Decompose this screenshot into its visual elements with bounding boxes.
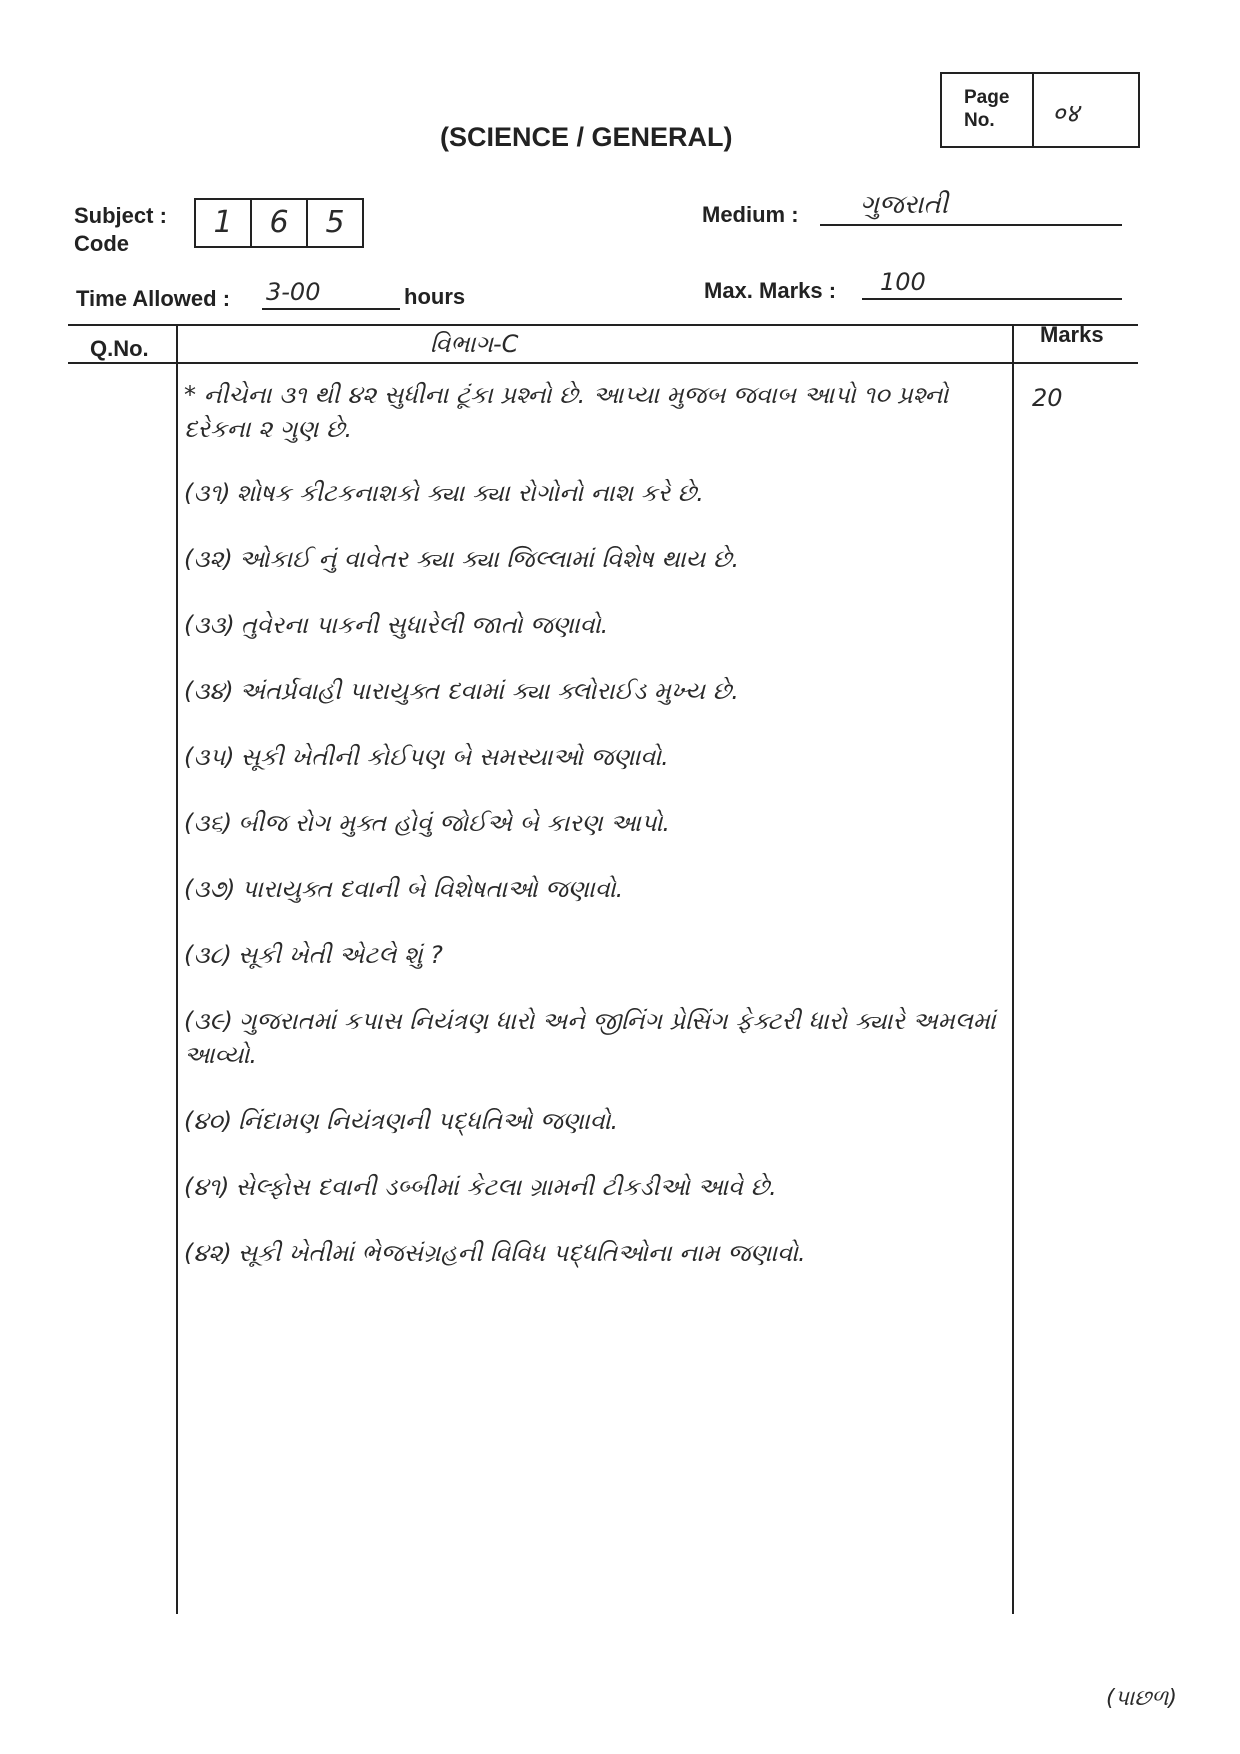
subject-code-digit: 5	[306, 200, 362, 246]
question-text: સૂકી ખેતી એટલે શું ?	[237, 941, 443, 969]
question-item	[184, 740, 1008, 774]
question-item	[184, 1170, 1008, 1204]
subject-code-boxes	[194, 198, 364, 248]
exam-title: (SCIENCE / GENERAL)	[440, 122, 733, 152]
question-number: (૩૩)	[184, 611, 235, 639]
question-number: (૩૬)	[184, 809, 233, 837]
question-number: (૩૪)	[184, 677, 234, 705]
medium-underline	[820, 224, 1122, 226]
question-text: સૂકી ખેતીની કોઈપણ બે સમસ્યાઓ જણાવો.	[240, 743, 669, 771]
max-marks-label: Max. Marks :	[704, 278, 837, 303]
question-number: (૪૨)	[184, 1239, 232, 1267]
page-number-box	[940, 72, 1140, 148]
time-allowed-unit: hours	[404, 284, 466, 309]
subject-code-digit: 6	[250, 200, 306, 246]
question-text: સેલ્ફોસ દવાની ડબ્બીમાં કેટલા ગ્રામની ટીકડીઓ આવે છે.	[235, 1173, 777, 1201]
instructions: * નીચેના ૩૧ થી ૪૨ સુધીના ટૂંકા પ્રશ્નો છે. આપ્યા મુજબ જવાબ આપો ૧૦ પ્રશ્નો દરેકના ૨ ગુણ છે.	[184, 381, 949, 443]
question-list	[184, 378, 1008, 1302]
marks-value: 20	[1032, 384, 1063, 412]
page-box-divider	[1032, 74, 1034, 146]
continued-note: (પાછળ)	[1106, 1686, 1178, 1711]
marks-header: Marks	[1040, 322, 1104, 347]
question-number: (૩૮)	[184, 941, 232, 969]
time-allowed-value: 3-00	[266, 278, 321, 306]
question-item	[184, 1236, 1008, 1270]
question-item	[184, 476, 1008, 510]
question-text: ઓકાઈ નું વાવેતર ક્યા ક્યા જિલ્લામાં વિશેષ થાય છે.	[238, 545, 740, 573]
question-number: (૪૧)	[184, 1173, 230, 1201]
question-number: (૩૧)	[184, 479, 231, 507]
question-item	[184, 872, 1008, 906]
marks-column-rule	[1012, 324, 1014, 1614]
time-allowed-label: Time Allowed :	[76, 286, 231, 311]
max-marks-underline	[862, 298, 1122, 300]
question-item	[184, 806, 1008, 840]
question-item	[184, 608, 1008, 642]
question-item	[184, 542, 1008, 576]
table-header-rule	[68, 362, 1138, 364]
question-number: (૩૫)	[184, 743, 235, 771]
max-marks-value: 100	[880, 268, 926, 296]
question-item	[184, 938, 1008, 972]
subject-code-label: Subject : Code	[74, 203, 167, 256]
medium-value: ગુજરાતી	[860, 190, 949, 220]
question-text: તુવેરના પાકની સુધારેલી જાતો જણાવો.	[240, 611, 609, 639]
question-number: (૪૦)	[184, 1107, 233, 1135]
question-item	[184, 1104, 1008, 1138]
qno-header: Q.No.	[90, 336, 149, 361]
question-text: ગુજરાતમાં કપાસ નિયંત્રણ ધારો અને જીનિંગ પ્રેસિંગ ફેક્ટરી ધારો ક્યારે અમલમાં આવ્યો.	[184, 1007, 996, 1069]
question-text: બીજ રોગ મુક્ત હોવું જોઈએ બે કારણ આપો.	[238, 809, 671, 837]
table-top-rule	[68, 324, 1138, 326]
medium-label: Medium :	[702, 202, 799, 227]
question-text: અંતર્પ્રવાહી પારાયુક્ત દવામાં ક્યા ક્લોરાઈડ મુખ્ય છે.	[239, 677, 739, 705]
question-number: (૩૭)	[184, 875, 236, 903]
qno-column-rule	[176, 324, 178, 1614]
section-header: વિભાગ-C	[430, 330, 519, 358]
page-number-value: ०४	[1052, 99, 1080, 129]
subject-code-digit: 1	[213, 205, 233, 240]
question-number: (૩૨)	[184, 545, 233, 573]
question-text: નિંદામણ નિયંત્રણની પદ્ધતિઓ જણાવો.	[238, 1107, 619, 1135]
question-item	[184, 1004, 1008, 1072]
page-number-label: Page No.	[964, 87, 1010, 131]
question-item	[184, 674, 1008, 708]
question-text: સૂકી ખેતીમાં ભેજસંગ્રહની વિવિધ પદ્ધતિઓના નામ જણાવો.	[237, 1239, 806, 1267]
question-number: (૩૯)	[184, 1007, 233, 1035]
question-text: શોષક કીટકનાશકો ક્યા ક્યા રોગોનો નાશ કરે છે.	[236, 479, 704, 507]
question-text: પારાયુક્ત દવાની બે વિશેષતાઓ જણાવો.	[241, 875, 624, 903]
time-allowed-underline	[262, 308, 400, 310]
